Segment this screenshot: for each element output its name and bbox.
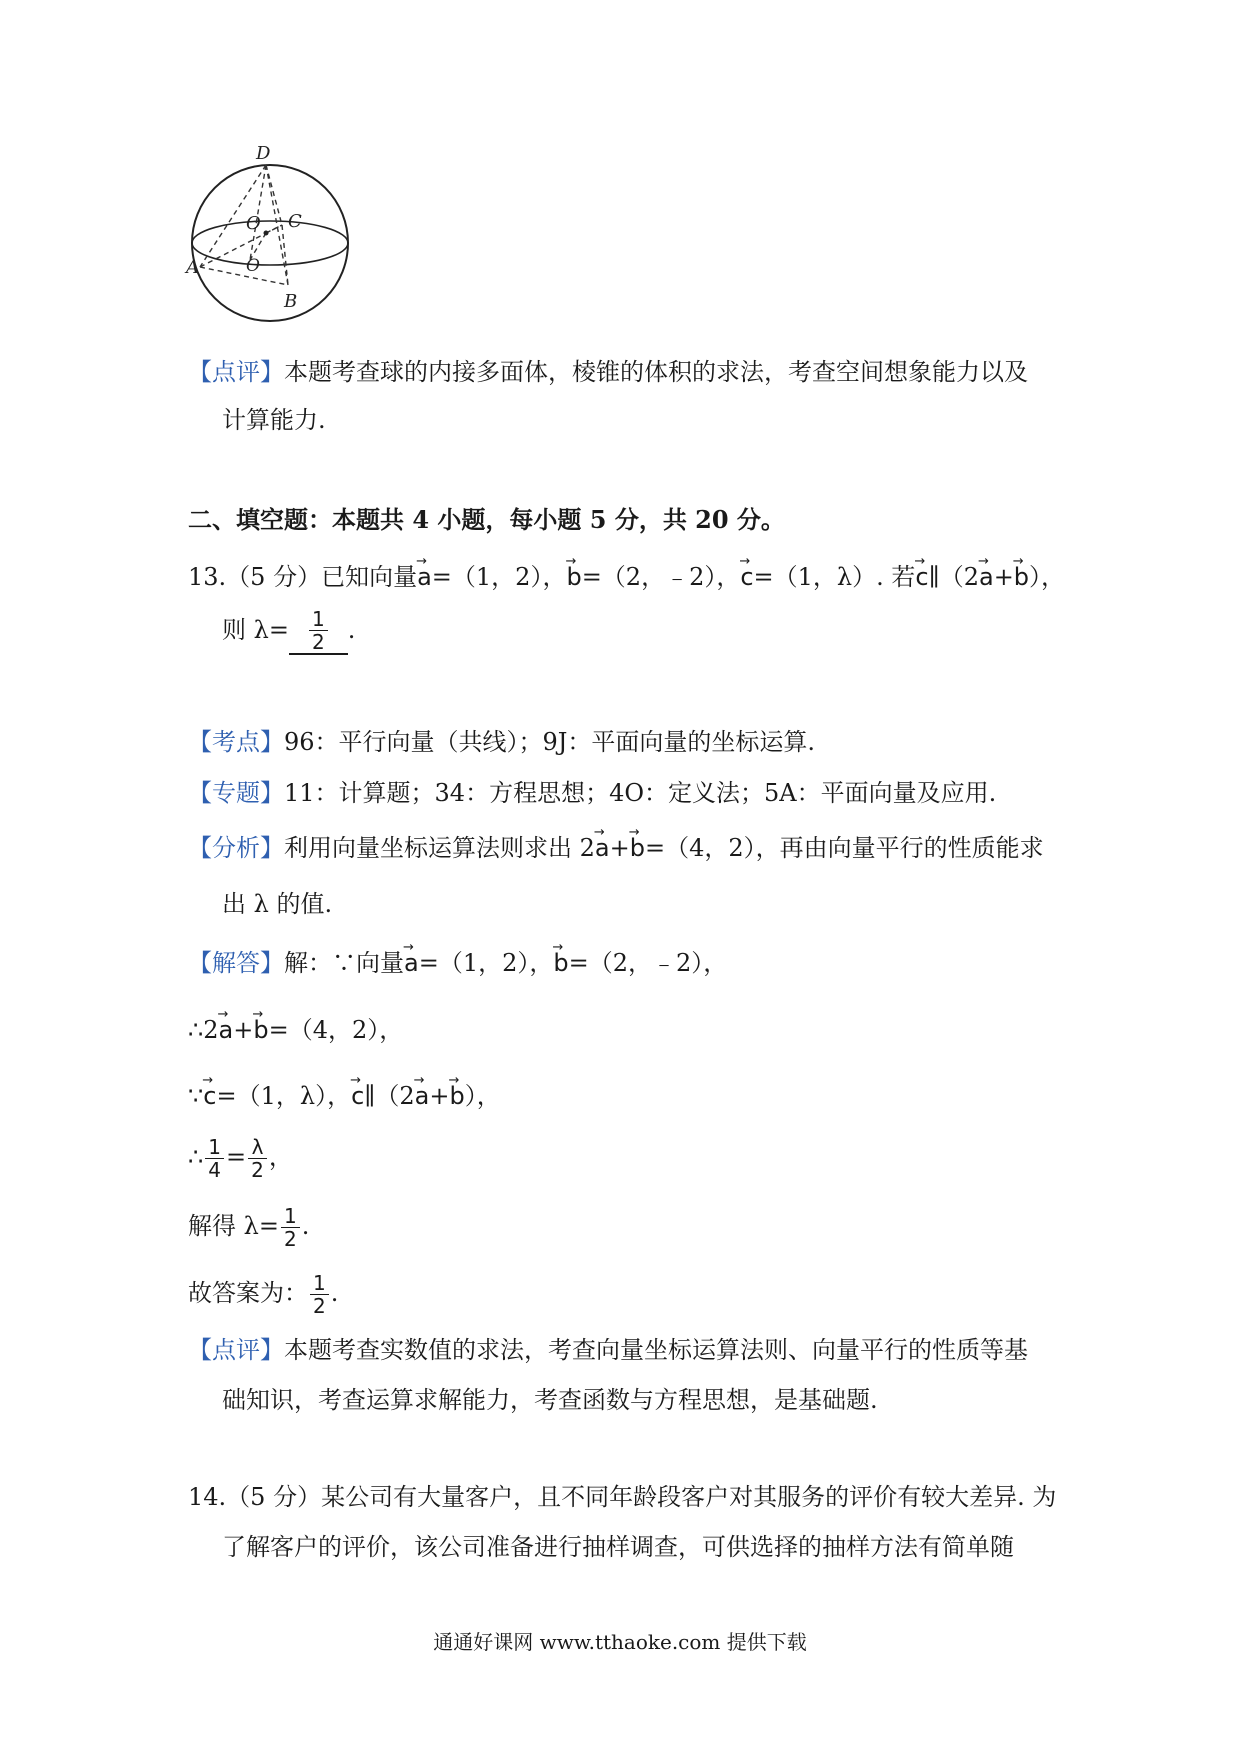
jieda-line1: 【解答】解：∵向量→ a=（1，2），→ b=（2，﹣2）， xyxy=(188,948,727,978)
footer-source: 通通好课网 www.tthaoke.com 提供下载 xyxy=(433,1630,807,1654)
zhuanti: 【专题】11：计算题；34：方程思想；4O：定义法；5A：平面向量及应用. xyxy=(188,779,997,807)
q13-answer-line: 则 λ= $\frac{1}{2}$ . xyxy=(222,607,356,654)
label-C: C xyxy=(288,211,302,232)
q14-line1: 14.（5 分）某公司有大量客户，且不同年龄段客户对其服务的评价有较大差异. 为 xyxy=(188,1483,1057,1511)
label-D: D xyxy=(256,145,271,164)
jieda-line3: ∵→ c=（1，λ），→ c∥（2→ a+→ b）， xyxy=(188,1081,501,1111)
jieda-line5: 解得 λ= $\frac{1}{2}$ . xyxy=(188,1204,310,1251)
jieda-line2: ∴2→ a+→ b=（4，2）， xyxy=(188,1015,403,1045)
label-O: O xyxy=(246,213,261,234)
fenxi-line2: 出 λ 的值. xyxy=(222,890,333,918)
label-B: B xyxy=(284,291,298,312)
label-A: A xyxy=(186,257,199,278)
sphere-pyramid-figure xyxy=(180,145,380,345)
q14-line2: 了解客户的评价，该公司准备进行抽样调查，可供选择的抽样方法有简单随 xyxy=(222,1533,1014,1561)
q13-line1: 13.（5 分）已知向量→ a=（1，2），→ b=（2，﹣2），→ c=（1，λ）. 若→ c∥（2→ a+→ b）， xyxy=(188,562,1065,592)
kaodian: 【考点】96：平行向量（共线）；9J：平面向量的坐标运算. xyxy=(188,728,816,756)
jieda-line4: ∴ $\frac{1}{4}$ = $\frac{\lambda}{2}$ ， xyxy=(188,1135,293,1182)
section-heading: 二、填空题：本题共 4 小题，每小题 5 分，共 20 分。 xyxy=(188,505,785,534)
review1-line1: 【点评】本题考查球的内接多面体，棱锥的体积的求法，考查空间想象能力以及 xyxy=(188,358,1028,386)
fenxi-line1: 【分析】利用向量坐标运算法则求出 2→ a+→ b=（4，2），再由向量平行的性质能求 xyxy=(188,833,1044,863)
review2-line2: 础知识，考查运算求解能力，考查函数与方程思想，是基础题. xyxy=(222,1386,878,1414)
jieda-line6: 故答案为： $\frac{1}{2}$ . xyxy=(188,1271,339,1318)
review2-line1: 【点评】本题考查实数值的求法，考查向量坐标运算法则、向量平行的性质等基 xyxy=(188,1336,1028,1364)
review-tag: 【点评】 xyxy=(188,358,284,386)
label-O1: O xyxy=(246,256,260,276)
review1-line2: 计算能力. xyxy=(222,406,326,434)
answer-blank: $\frac{1}{2}$ xyxy=(289,608,348,655)
